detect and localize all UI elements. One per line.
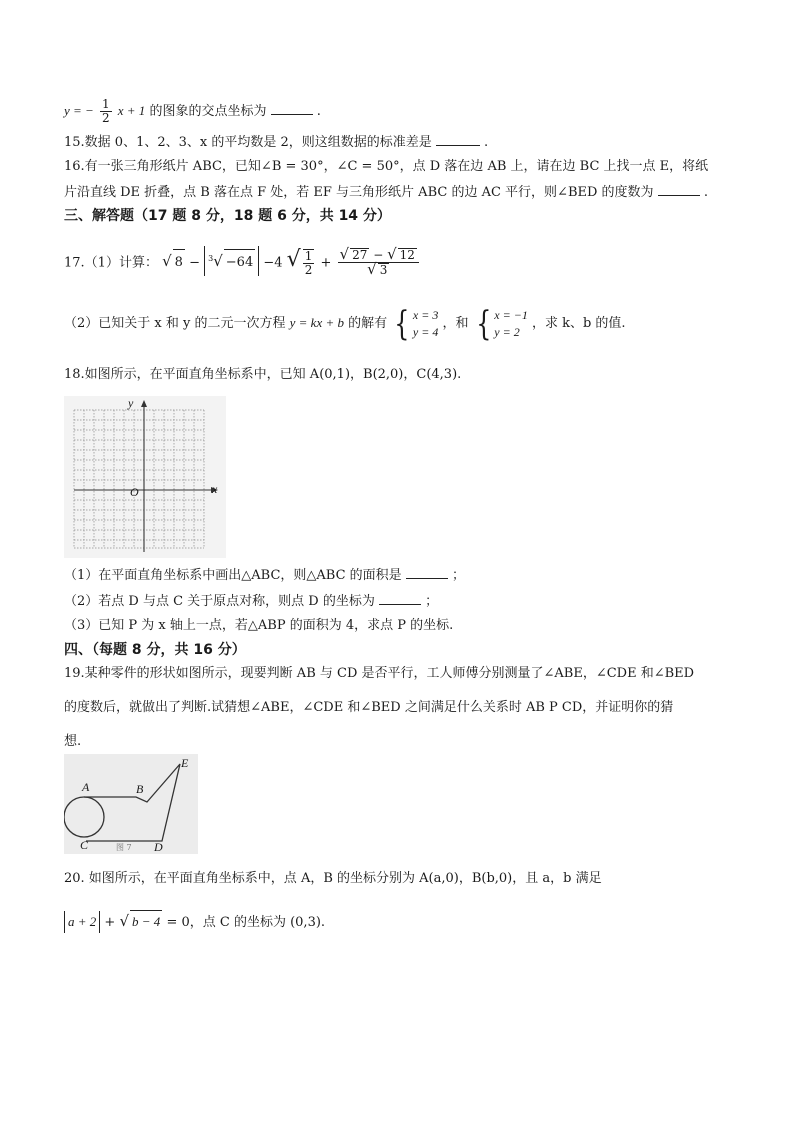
q14-frac-num: 1: [101, 97, 110, 111]
grid-svg: [64, 396, 226, 558]
q17-minus1: −: [189, 255, 200, 271]
section-4-title: 四、（每题 8 分，共 16 分）: [64, 642, 246, 658]
question-18-intro: 18.如图所示，在平面直角坐标系中，已知 A(0,1)，B(2,0)，C(4,3).: [64, 367, 462, 382]
q17-half-num: 1: [304, 248, 313, 263]
q18-axis-y-label: y: [128, 396, 134, 410]
q19-label-E: E: [181, 756, 189, 770]
q15-end: .: [484, 135, 489, 150]
q17-plus: +: [320, 255, 332, 271]
q20-eq: = 0，点 C 的坐标为 (0,3).: [166, 915, 326, 930]
q18-p1-end: ；: [451, 568, 465, 583]
q19-label-B: B: [136, 782, 144, 796]
q16-line2-text: 片沿直线 DE 折叠，点 B 落在点 F 处，若 EF 与三角形纸片 ABC 的边 AC 平行，则∠BED 的度数为: [64, 185, 654, 200]
q20-abs-expr: a + 2: [64, 911, 100, 933]
q18-axis-x-label: x: [212, 482, 218, 496]
question-19-line3: 想.: [64, 734, 82, 749]
question-19-line2: 的度数后，就做出了判断.试猜想∠ABE，∠CDE 和∠BED 之间满足什么关系时 AB P CD，并证明你的猜: [64, 700, 674, 715]
question-18-part-1: [64, 566, 465, 585]
q17-cbrt-val: −64: [224, 249, 255, 276]
q17-solution-2: [473, 303, 528, 344]
q17-sol2-a: x = −1: [494, 307, 528, 322]
q17-sol1-b: y = 4: [412, 324, 439, 339]
q17-sol1-a: x = 3: [412, 307, 439, 322]
q17-den: 3: [379, 263, 388, 278]
question-17-part-1: [64, 246, 421, 277]
q17-big-num: [338, 245, 419, 264]
q14-answer-blank[interactable]: [271, 102, 313, 115]
q17-big-den: [365, 260, 391, 279]
q18-p2-answer-blank[interactable]: [379, 592, 421, 605]
q18-p1-text: （1）在平面直角坐标系中画出△ABC，则△ABC 的面积是: [64, 568, 402, 583]
q17-solution-1: [391, 303, 439, 344]
q15-answer-blank[interactable]: [436, 133, 480, 146]
q17-p1-label: 17.（1）计算：: [64, 255, 158, 271]
q17-half-den: 2: [304, 262, 313, 277]
q18-p1-answer-blank[interactable]: [406, 566, 448, 579]
q20-sqrt-expr: b − 4: [130, 910, 162, 933]
q16-end: .: [703, 185, 708, 200]
sqrt-sign-5: √: [367, 260, 377, 279]
q17-sqrt8: 8: [173, 249, 185, 276]
q16-answer-blank[interactable]: [658, 183, 700, 196]
q17-big-fraction: [338, 245, 419, 279]
question-17-part-2: [64, 303, 626, 344]
q19-label-C: C: [80, 838, 89, 852]
q14-rest: x + 1: [117, 103, 146, 118]
left-brace-icon: {: [394, 303, 410, 344]
question-15: [64, 133, 488, 152]
question-20-line1: 20. 如图所示，在平面直角坐标系中，点 A，B 的坐标分别为 A(a,0)，B(b,0)，且 a，b 满足: [64, 871, 602, 886]
q17-sol2-rows: [494, 307, 528, 341]
question-20-line2: [64, 910, 325, 934]
q14-text: 的图象的交点坐标为: [149, 104, 267, 119]
question-18-part-3: （3）已知 P 为 x 轴上一点，若△ABP 的面积为 4，求点 P 的坐标.: [64, 618, 454, 633]
q18-coordinate-grid: [64, 396, 226, 558]
q17-num-b: 12: [399, 248, 415, 263]
q17-abs-cbrt: [204, 246, 259, 276]
q15-text: 15.数据 0、1、2、3、x 的平均数是 2，则这组数据的标准差是: [64, 135, 432, 150]
question-16-line1: 16.有一张三角形纸片 ABC，已知∠B = 30°，∠C = 50°，点 D 落在边 AB 上，请在边 BC 上找一点 E，将纸: [64, 159, 709, 174]
q18-origin-label: O: [130, 485, 139, 499]
q19-label-D: D: [154, 840, 163, 854]
sqrt-sign-2: √: [286, 247, 301, 273]
q14-lhs: y = −: [64, 103, 94, 118]
sqrt-sign-1: √: [162, 252, 172, 271]
left-brace-icon: {: [475, 303, 492, 344]
q17-sol2-b: y = 2: [494, 324, 520, 339]
q17-cbrt-index: 3: [208, 254, 214, 263]
q19-figure-caption: 图 7: [116, 843, 132, 852]
q17-p2-eq: y = kx + b: [289, 315, 344, 330]
question-14-tail: [64, 98, 321, 125]
sqrt-sign-4: √: [387, 245, 397, 264]
q14-end: .: [316, 104, 321, 119]
q14-fraction: [100, 98, 112, 125]
q20-plus: +: [104, 915, 116, 930]
q18-p2-text: （2）若点 D 与点 C 关于原点对称，则点 D 的坐标为: [64, 594, 375, 609]
q17-num-minus: −: [373, 248, 384, 263]
q17-num-a: 27: [352, 248, 368, 263]
q19-part-figure: [64, 754, 198, 854]
question-19-line1: 19.某种零件的形状如图所示，现要判断 AB 与 CD 是否平行，工人师傅分别测量了∠ABE，∠CDE 和∠BED: [64, 666, 695, 681]
q17-half: [303, 249, 315, 277]
q19-label-A: A: [82, 780, 90, 794]
cbrt-sign: √: [213, 252, 223, 271]
q14-frac-den: 2: [101, 111, 110, 125]
q18-p2-end: ；: [425, 594, 439, 609]
question-18-part-2: [64, 592, 438, 611]
q17-p2-and: ，和: [442, 316, 469, 331]
q17-minus2: −4: [263, 255, 283, 271]
section-3-title: 三、解答题（17 题 8 分，18 题 6 分，共 14 分）: [64, 208, 391, 224]
q17-p2-mid: 的解有: [348, 316, 388, 331]
sqrt-sign-q20: √: [119, 912, 130, 930]
q17-sol1-rows: [413, 307, 438, 341]
q17-p2-pre: （2）已知关于 x 和 y 的二元一次方程: [64, 316, 286, 331]
question-16-line2: [64, 183, 708, 202]
sqrt-sign-3: √: [339, 245, 350, 264]
q17-p2-end: ，求 k、b 的值.: [531, 316, 626, 331]
